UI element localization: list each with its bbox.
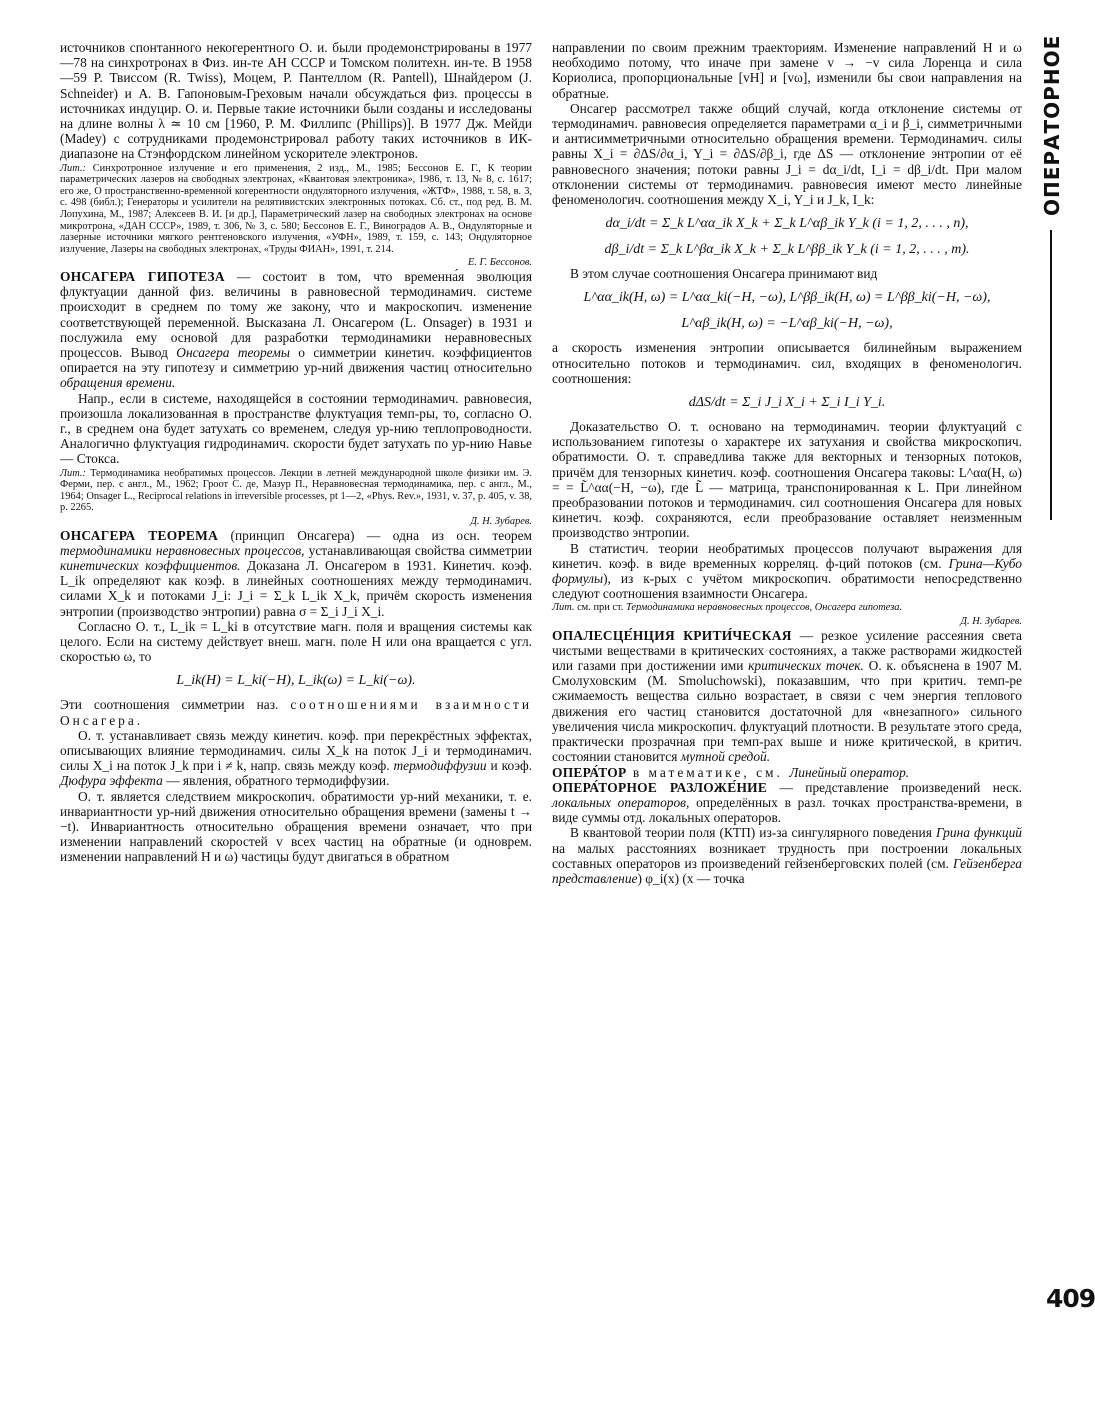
paragraph: О. т. является следствием микроскопич. обратимости ур-ний механики, т. е. инвариантности ур-ний движения относительно обращения времени (замены t → −t). Инвариантность относительно обращения времени означает, что при изменении направлений скоростей v всех частиц на обратные (и одноврем. изменении направлений H и ω) частицы будут двигаться в обратном xyxy=(60,788,532,865)
entry-title: ОНСАГЕРА ГИПОТЕЗА xyxy=(60,268,225,284)
text-run: на малых расстояниях возникает трудность при построении локальных составных операторов из произведений гейзенберговских полей (см. xyxy=(552,840,1022,871)
equation: L_ik(H) = L_ki(−H), L_ik(ω) = L_ki(−ω). xyxy=(176,673,416,689)
cross-reference: термодинамики неравновесных процессов xyxy=(60,542,302,558)
entry-text: (принцип Онсагера) — одна из осн. теорем xyxy=(218,527,533,543)
lit-label: Лит.: xyxy=(60,467,86,479)
equation: dΔS/dt = Σ_i J_i X_i + Σ_i I_i Y_i. xyxy=(688,395,886,411)
paragraph xyxy=(552,825,1022,886)
cross-reference: Термодинамика неравновесных процессов, Онсагера гипотеза. xyxy=(625,602,903,614)
entry-critical-opalescence xyxy=(552,628,1022,765)
equation: dβ_i/dt = Σ_k L^βα_ik X_k + Σ_k L^ββ_ik Y_k (i = 1, 2, . . . , m). xyxy=(604,242,970,258)
running-header xyxy=(1040,30,1070,510)
cross-reference: термодиффузии xyxy=(393,758,487,774)
paragraph: Доказательство О. т. основано на термодинамич. теории флуктуаций с использованием гипотезы о характере их затухания и свойства микроскопич. обратимости. О. т. справедлива также для векторных и тензорных потоков, причём для тензорных кинетич. коэф. соотношения Онсагера таковы: L^αα(H, ω) = = L̃^αα(−H, −ω), где L̃ — матрица, транспонированная к L. При линейном преобразовании потоков и термодинамич. сил соотношения Онсагера для новых кинетич. коэф. сохраняются, если преобразование оставляет неизменным производство энтропии. xyxy=(552,419,1022,541)
paragraph: Согласно О. т., L_ik = L_ki в отсутствие магн. поля и вращения системы как целого. Если на систему действует внеш. магн. поле H или она вращается с угл. скоростью ω, то xyxy=(60,618,532,665)
entry-text: О. к. объяснена в 1907 М. Смолуховским (M. Smoluchowski), показавшим, что при критич. темп-ре сжимаемость вещества сильно возрастает, в связи с чем энергия теплового движения его частиц становится достаточной для «внезапного» сильного увеличения числа микроскопич. флуктуаций плотности. В результате этого среда, практически прозрачная при темп-рах выше и ниже критической, в критич. состоянии становится xyxy=(552,658,1022,765)
equation-block xyxy=(552,214,1022,259)
entry-text: о симметрии кинетич. коэффициентов опирается на эту гипотезу и симметрию ур-ний движения частиц относительно xyxy=(60,344,532,376)
entry-onsager-theorem xyxy=(60,528,532,619)
entry-text: — резкое усиление рассеяния света чистыми веществами в критических состояниях, а также растворами жидкостей или газами при достижении ими xyxy=(552,627,1022,674)
entry-title: ОНСАГЕРА ТЕОРЕМА xyxy=(60,527,219,543)
lit-text: Синхротронное излучение и его применения, 2 изд., М., 1985; Бессонов Е. Г., К теории параметрических лазеров на свободных электронах, «Квантовая электроника», 1986, т. 13, № 8, с. 1617; его же, О пространственно-временной когерентности ондуляторного излучения, «ЖТФ», 1988, т. 58, в. 3, с. 498 (библ.); Генераторы и усилители на релятивистских электронных потоках. Сб. ст., под ред. В. М. Лопухина, М., 1987; Алексеев В. И. [и др.], Параметрический лазер на свободных электронах на основе микротрона, «ДАН СССР», 1989, т. 306, № 3, с. 580; Бессонов Е. Г., Виноградов А. В., Ондуляторные и лазерные источники мягкого рентгеновского излучения, «УФН», 1989, т. 159, с. 143; Ондуляторное излучение, Лазеры на свободных электронах, «Труды ФИАН», 1991, т. 214. xyxy=(60,162,532,255)
left-column xyxy=(60,40,532,865)
paragraph: В этом случае соотношения Онсагера принимают вид xyxy=(570,266,878,282)
entry-title: ОПЕРА́ТОР xyxy=(552,764,627,780)
cross-reference: Грина функций xyxy=(935,825,1022,841)
equation-block xyxy=(552,288,1022,333)
paragraph xyxy=(552,541,1022,602)
text-run: В квантовой теории поля (КТП) из-за сингулярного поведения xyxy=(570,825,936,841)
text-run: Эти соотношения симметрии наз. xyxy=(60,697,291,713)
cross-reference: критических точек. xyxy=(748,658,864,674)
paragraph xyxy=(60,728,532,789)
cross-reference: Грина—Кубо формулы xyxy=(552,555,1022,587)
equation: L^αβ_ik(H, ω) = −L^αβ_ki(−H, −ω), xyxy=(681,316,893,332)
literature-block xyxy=(60,468,532,514)
paragraph: Онсагер рассмотрел также общий случай, когда отклонение системы от термодинамич. равновесия определяется параметрами α_i и β_i, симметричными и антисимметричными относительно обращения времени. Термодинамич. силы равны X_i = ∂ΔS/∂α_i, Y_i = ∂ΔS/∂β_i, где ΔS — отклонение энтропии от её равновесного значения; потоки равны J_i = dα_i/dt, I_i = dβ_i/dt. При малом отклонении системы от термодинамич. равновесия имеют место линейные феноменологич. соотношения между X_i, Y_i и J_k, I_k: xyxy=(552,100,1022,208)
entry-onsager-hypothesis xyxy=(60,269,532,391)
text-run: — явления, обратного термодиффузии. xyxy=(162,773,390,789)
entry-operator-expansion xyxy=(552,780,1022,826)
entry-title: ОПЕРА́ТОРНОЕ РАЗЛОЖЕ́НИЕ xyxy=(552,779,768,795)
paragraph xyxy=(60,697,532,727)
entry-title: ОПАЛЕСЦЕ́НЦИЯ КРИТИ́ЧЕСКАЯ xyxy=(552,627,792,643)
author-signature: Е. Г. Бессонов. xyxy=(467,257,532,269)
cross-reference: мутной средой. xyxy=(680,749,771,765)
lit-label: Лит.: xyxy=(60,162,86,174)
entry-text: , устанавливающая свойства симметрии xyxy=(301,542,532,558)
literature-block xyxy=(552,602,1022,614)
entry-operator xyxy=(552,765,1022,780)
cross-reference: Линейный оператор. xyxy=(789,764,910,780)
lit-text: см. при ст. xyxy=(574,602,626,614)
paragraph: Напр., если в системе, находящейся в состоянии термодинамич. равновесия, произошла локализованная в пространстве флуктуация темп-ры, то, согласно О. г., в среднем она будет затухать со временем, следуя ур-нию теплопроводности. Аналогично флуктуация гидродинамич. скорости будет затухать по ур-нию Навье — Стокса. xyxy=(60,390,532,467)
cross-reference: локальных операторов, xyxy=(552,794,690,810)
author-signature: Д. Н. Зубарев. xyxy=(470,515,532,527)
cross-reference: кинетических коэффициентов. xyxy=(60,557,241,573)
section-title: ОПЕРАТОРНОЕ xyxy=(1040,34,1064,216)
cross-reference: Гейзенберга представление xyxy=(552,855,1022,886)
equation: L^αα_ik(H, ω) = L^αα_ki(−H, −ω), L^ββ_ik(H, ω) = L^ββ_ki(−H, −ω), xyxy=(583,290,991,306)
entry-text: Доказана Л. Онсагером в 1931. Кинетич. коэф. L_ik определяют как коэф. в линейных соотношениях между термодинамич. силами X_k и потоками J_i: J_i = Σ_k L_ik X_k, причём скорость изменения энтропии (производство энтропии) равна σ = Σ_i J_i X_i. xyxy=(60,557,533,619)
entry-text: определённых в разл. точках пространства-времени, в виде суммы отд. локальных операторов. xyxy=(552,794,1022,826)
text-run: ), из к-рых с учётом микроскопич. обратимости непосредственно следуют соотношения взаимности Онсагера. xyxy=(552,571,1022,602)
header-rule xyxy=(1050,230,1052,520)
text-run: ) φ_i(x) (x — точка xyxy=(637,870,745,886)
paragraph: источников спонтанного некогерентного О. и. были продемонстрированы в 1977—78 на синхротронах в Физ. ин-те АН СССР и Томском политехн. ин-те. В 1958—59 Р. Твиссом (R. Twiss), Моцем, Р. Пантеллом (R. Pantell), Шнайдером (J. Schneider) и А. В. Гапоновым-Греховым начали обсуждаться физ. процессы в источниках индуцир. О. и. Первые такие источники были созданы и исследованы на длине волны λ ≃ 10 см [1960, Р. М. Филлипс (Phillips)]. В 1977 Дж. Мейди (Madey) с сотрудниками продемонстрировал работу таких источников в ИК-диапазоне на Стэнфордском линейном ускорителе электронов. xyxy=(60,40,532,162)
entry-text: — состоит в том, что временна́я эволюция флуктуации данной физ. величины в равновесной термодинамич. системе происходит в среднем по тому же закону, что и макроскопич. изменение соответствующей переменной. Высказана Л. Онсагером (L. Onsager) в 1931 и послужила ему основой для разработки термодинамики неравновесных процессов. Вывод xyxy=(60,268,532,360)
paragraph: а скорость изменения энтропии описывается билинейным выражением относительно потоков и термодинамич. сил, входящих в феноменологич. соотношения: xyxy=(552,340,1022,386)
cross-reference: обращения времени. xyxy=(60,375,176,391)
literature-block xyxy=(60,163,532,256)
lit-label: Лит. xyxy=(552,602,575,614)
text-run: В статистич. теории необратимых процессов получают выражения для кинетич. коэф. в виде временных корреляц. ф-ций потоков (см. xyxy=(552,540,1022,571)
equation: dα_i/dt = Σ_k L^αα_ik X_k + Σ_k L^αβ_ik Y_k (i = 1, 2, . . . , n), xyxy=(605,216,969,232)
entry-text: в математике, см. xyxy=(626,764,790,780)
text-run: и коэф. xyxy=(486,758,532,774)
lit-text: Термодинамика необратимых процессов. Лекции в летней международной школе физики им. Э. Ферми, пер. с англ., М., 1962; Гроот С. де, Мазур П., Неравновесная термодинамика, пер. с англ., М., 1964; Onsager L., Reciprocal relations in irreversible processes, pt 1—2, «Phys. Rev.», 1931, v. 37, p. 405, v. 38, p. 2265. xyxy=(60,467,532,514)
cross-reference: Дюфура эффекта xyxy=(60,773,163,789)
spaced-term: соотношениями взаимности Онсагера. xyxy=(60,697,532,728)
entry-text: — представление произведений неск. xyxy=(767,779,1022,795)
cross-reference: Онсагера теоремы xyxy=(176,344,290,360)
page-number: 409 xyxy=(1046,1284,1095,1313)
text-run: О. т. устанавливает связь между кинетич. коэф. при перекрёстных эффектах, описывающих влияние термодинамич. силы X_k на поток J_i и термодинамич. силы X_i на поток J_k при i ≠ k, напр. связь между коэф. xyxy=(60,727,532,774)
right-column xyxy=(552,40,1022,886)
author-signature: Д. Н. Зубарев. xyxy=(960,616,1022,628)
paragraph: направлении по своим прежним траекториям. Изменение направлений H и ω необходимо потому, что иначе при замене v → −v сила Лоренца и сила Кориолиса, пропорциональные [vH] и [vω], изменили бы свои направления на обратные. xyxy=(552,40,1022,101)
